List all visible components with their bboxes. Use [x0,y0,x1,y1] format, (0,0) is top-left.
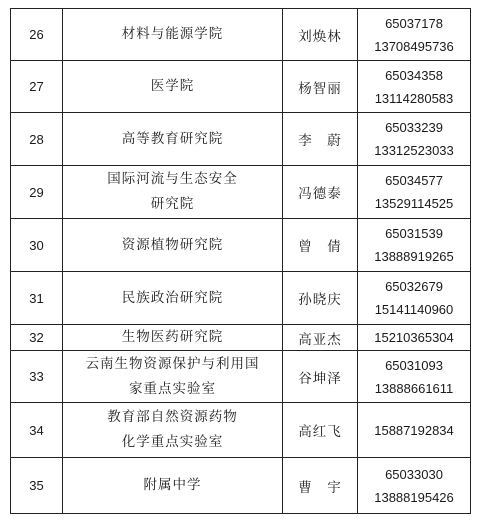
phone-numbers [358,61,471,113]
row-number: 26 [11,9,63,61]
table-row [11,166,471,219]
unit-name [63,9,283,61]
contact-person: 高亚杰 [283,325,358,351]
unit-name-line: 附属中学 [143,477,202,493]
phone-line: 65032679 [385,279,443,294]
unit-name-line: 民族政治研究院 [121,289,224,306]
phone-line: 65033030 [385,466,443,482]
contact-person: 李 蔚 [283,113,358,166]
table-row [11,325,471,351]
row-number: 28 [11,113,63,166]
phone-numbers [358,351,471,403]
phone-numbers [358,219,471,272]
row-number: 30 [11,219,63,272]
unit-name-line: 云南生物资源保护与利用国 [85,355,260,372]
phone-line: 65031539 [385,226,443,241]
row-number: 31 [11,272,63,325]
unit-name-line: 生物医药研究院 [121,329,224,345]
phone-numbers [358,113,471,166]
unit-name-line: 材料与能源学院 [121,26,224,42]
row-number: 33 [11,351,63,403]
phone-line: 65034358 [385,67,443,83]
phone-line: 13114280583 [374,90,454,106]
phone-numbers [358,325,471,351]
phone-line: 15210365304 [374,330,454,345]
contact-person: 孙晓庆 [283,272,358,325]
phone-line: 65031093 [385,357,443,373]
contact-person: 杨智丽 [283,61,358,113]
unit-name [63,219,283,272]
phone-line: 65034577 [385,173,443,188]
phone-line: 13888661611 [374,380,454,396]
unit-name-line: 化学重点实验室 [121,434,224,450]
table-row [11,458,471,514]
unit-name-line: 家重点实验室 [129,380,216,397]
table-row [11,272,471,325]
phone-line: 65037178 [385,15,443,31]
unit-name [63,403,283,458]
phone-line: 65033239 [385,120,443,135]
unit-name-line: 研究院 [150,196,195,212]
row-number: 27 [11,61,63,113]
phone-line: 13708495736 [374,38,454,54]
phone-line: 13529114525 [374,196,454,211]
unit-name [63,325,283,351]
row-number: 34 [11,403,63,458]
table-row [11,9,471,61]
unit-name-line: 国际河流与生态安全 [107,171,238,187]
phone-line: 13888919265 [374,249,454,264]
phone-numbers [358,9,471,61]
phone-numbers [358,166,471,219]
table-row [11,403,471,458]
table-row [11,61,471,113]
phone-line: 15887192834 [374,422,454,438]
table-row [11,113,471,166]
contact-person: 高红飞 [283,403,358,458]
phone-numbers [358,272,471,325]
unit-name [63,351,283,403]
phone-line: 15141140960 [374,302,454,317]
row-number: 29 [11,166,63,219]
contact-table-body [11,9,471,514]
row-number: 35 [11,458,63,514]
unit-name [63,166,283,219]
contact-person: 谷坤泽 [283,351,358,403]
phone-line: 13888195426 [374,489,454,505]
contact-person: 冯德泰 [283,166,358,219]
phone-numbers [358,403,471,458]
unit-name [63,61,283,113]
phone-line: 13312523033 [374,143,454,158]
unit-name [63,272,283,325]
table-row [11,351,471,403]
contact-person: 曹 宇 [283,458,358,514]
unit-name-line: 资源植物研究院 [121,236,224,253]
unit-name-line: 高等教育研究院 [121,130,224,147]
table-row [11,219,471,272]
phone-numbers [358,458,471,514]
unit-name-line: 教育部自然资源药物 [107,409,238,425]
contact-person: 曾 倩 [283,219,358,272]
row-number: 32 [11,325,63,351]
unit-name [63,458,283,514]
unit-name-line: 医学院 [150,78,195,94]
contact-table [10,8,471,514]
contact-person: 刘焕林 [283,9,358,61]
unit-name [63,113,283,166]
